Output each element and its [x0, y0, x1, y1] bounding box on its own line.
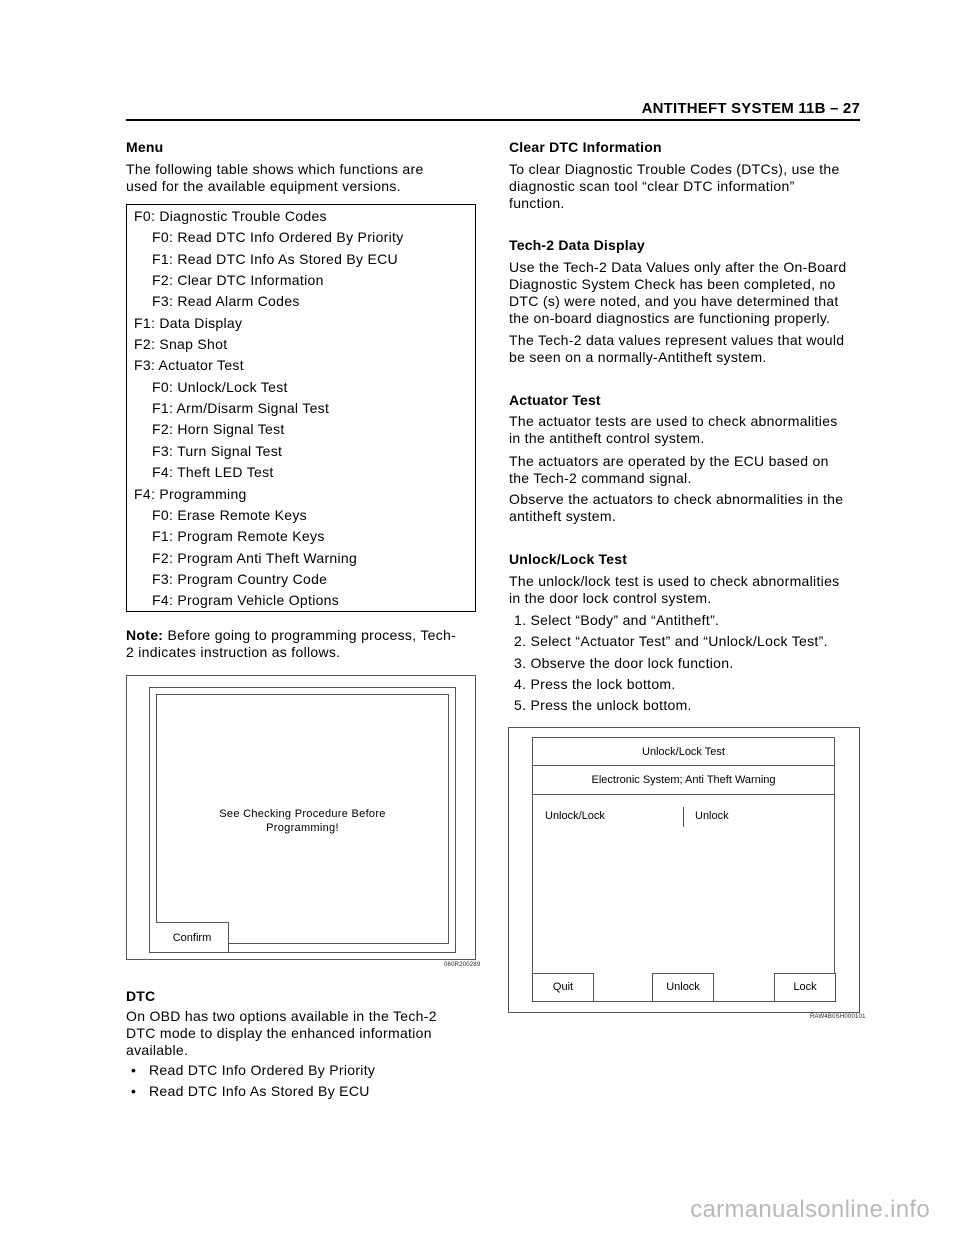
menu-item: F3: Read Alarm Codes	[152, 293, 300, 309]
menu-intro-line: The following table shows which functions are	[126, 161, 424, 177]
menu-item: F2: Horn Signal Test	[152, 421, 285, 437]
dtc-line: DTC mode to display the enhanced information	[126, 1025, 432, 1041]
menu-item: F1: Program Remote Keys	[152, 528, 325, 544]
actuator-paragraph	[509, 491, 843, 525]
dtc-bullet-item	[131, 1062, 375, 1078]
tech2-values-paragraph	[509, 332, 844, 366]
text-line: the on-board diagnostics are functioning properly.	[509, 310, 831, 326]
unlock-lock-heading: Unlock/Lock Test	[509, 551, 628, 567]
menu-item: F3: Actuator Test	[134, 357, 244, 373]
clear-dtc-paragraph	[509, 161, 840, 212]
text-line: The Tech-2 data values represent values that would	[509, 332, 845, 348]
watermark: carmanualsonline.info	[690, 1196, 930, 1223]
message-line: Programming!	[266, 822, 339, 834]
tech2-data-paragraph	[509, 259, 846, 327]
tech2-screen	[156, 694, 449, 944]
dtc-heading: DTC	[126, 988, 156, 1004]
unlock-button[interactable]: Unlock	[652, 973, 714, 1002]
text-line: the Tech-2 command signal.	[509, 470, 692, 486]
text-line: The actuator tests are used to check abnormalities	[509, 413, 838, 429]
menu-item: F0: Unlock/Lock Test	[152, 379, 288, 395]
menu-item: F1: Read DTC Info As Stored By ECU	[152, 251, 398, 267]
menu-heading: Menu	[126, 139, 164, 155]
text-line: in the door lock control system.	[509, 590, 712, 606]
column-divider	[683, 807, 684, 827]
parameter-label: Unlock/Lock	[545, 810, 605, 822]
dtc-line: On OBD has two options available in the Tech-2	[126, 1008, 437, 1024]
figure-code: RAW4B0SH000101	[810, 1014, 866, 1020]
message-line: See Checking Procedure Before	[219, 808, 386, 820]
actuator-paragraph	[509, 453, 829, 487]
quit-button[interactable]: Quit	[532, 973, 594, 1002]
text-line: function.	[509, 195, 565, 211]
text-line: Observe the actuators to check abnormalities in the	[509, 491, 844, 507]
clear-dtc-heading: Clear DTC Information	[509, 139, 662, 155]
text-line: Diagnostic System Check has been completed, no	[509, 276, 836, 292]
text-line: The unlock/lock test is used to check abnormalities	[509, 573, 840, 589]
note-text: 2 indicates instruction as follows.	[126, 644, 341, 660]
menu-item: F4: Programming	[134, 486, 247, 502]
menu-item: F0: Read DTC Info Ordered By Priority	[152, 229, 404, 245]
tech2-programming-figure	[126, 675, 476, 960]
lock-button[interactable]: Lock	[774, 973, 836, 1002]
figure-code: 060R200289	[444, 962, 481, 968]
confirm-button[interactable]: Confirm	[156, 922, 229, 952]
tech2-screen-frame	[149, 687, 456, 953]
note-paragraph	[126, 627, 456, 661]
text-line: DTC (s) were noted, and you have determined that	[509, 293, 839, 309]
menu-item: F2: Snap Shot	[134, 336, 228, 352]
screen-title: Unlock/Lock Test	[533, 738, 834, 766]
step-item: 4. Press the lock bottom.	[514, 676, 676, 692]
text-line: The actuators are operated by the ECU based on	[509, 453, 829, 469]
text-line: antitheft system.	[509, 508, 617, 524]
note-label: Note:	[126, 627, 164, 643]
note-text: Before going to programming process, Tech-	[163, 627, 457, 643]
menu-item: F1: Arm/Disarm Signal Test	[152, 400, 330, 416]
text-line: diagnostic scan tool “clear DTC information”	[509, 178, 795, 194]
menu-item: F2: Clear DTC Information	[152, 272, 324, 288]
menu-item: F0: Erase Remote Keys	[152, 507, 307, 523]
tech2-data-heading: Tech-2 Data Display	[509, 237, 645, 253]
screen-subtitle: Electronic System; Anti Theft Warning	[533, 766, 834, 795]
bullet-text: Read DTC Info Ordered By Priority	[149, 1062, 376, 1078]
unlock-lock-test-figure	[508, 727, 860, 1013]
menu-table	[126, 204, 476, 612]
menu-item: F3: Turn Signal Test	[152, 443, 283, 459]
text-line: To clear Diagnostic Trouble Codes (DTCs), use the	[509, 161, 840, 177]
text-line: be seen on a normally-Antitheft system.	[509, 349, 767, 365]
menu-intro-line: used for the available equipment versions.	[126, 178, 401, 194]
text-line: in the antitheft control system.	[509, 430, 705, 446]
menu-item: F2: Program Anti Theft Warning	[152, 550, 358, 566]
menu-item: F3: Program Country Code	[152, 571, 328, 587]
menu-item: F0: Diagnostic Trouble Codes	[134, 208, 327, 224]
dtc-bullet-item	[131, 1083, 370, 1099]
actuator-test-heading: Actuator Test	[509, 392, 601, 408]
page-header: ANTITHEFT SYSTEM 11B – 27	[641, 100, 860, 117]
step-item: 1. Select “Body” and “Antitheft”.	[514, 612, 720, 628]
programming-warning-message	[157, 807, 448, 835]
dtc-line: available.	[126, 1042, 189, 1058]
menu-item: F4: Program Vehicle Options	[152, 592, 340, 608]
dtc-paragraph	[126, 1008, 437, 1059]
bullet-text: Read DTC Info As Stored By ECU	[149, 1083, 370, 1099]
parameter-value: Unlock	[695, 810, 729, 822]
menu-item: F4: Theft LED Test	[152, 464, 274, 480]
step-item: 5. Press the unlock bottom.	[514, 697, 692, 713]
actuator-paragraph	[509, 413, 838, 447]
text-line: Use the Tech-2 Data Values only after the On-Board	[509, 259, 847, 275]
menu-item: F1: Data Display	[134, 315, 243, 331]
menu-intro	[126, 161, 424, 195]
bullet-icon: •	[131, 1062, 137, 1078]
step-item: 2. Select “Actuator Test” and “Unlock/Lock Test”.	[514, 633, 828, 649]
tech2-screen	[532, 737, 835, 1002]
unlock-lock-paragraph	[509, 573, 839, 607]
header-rule	[126, 119, 860, 121]
bullet-icon: •	[131, 1083, 137, 1099]
step-item: 3. Observe the door lock function.	[514, 655, 734, 671]
